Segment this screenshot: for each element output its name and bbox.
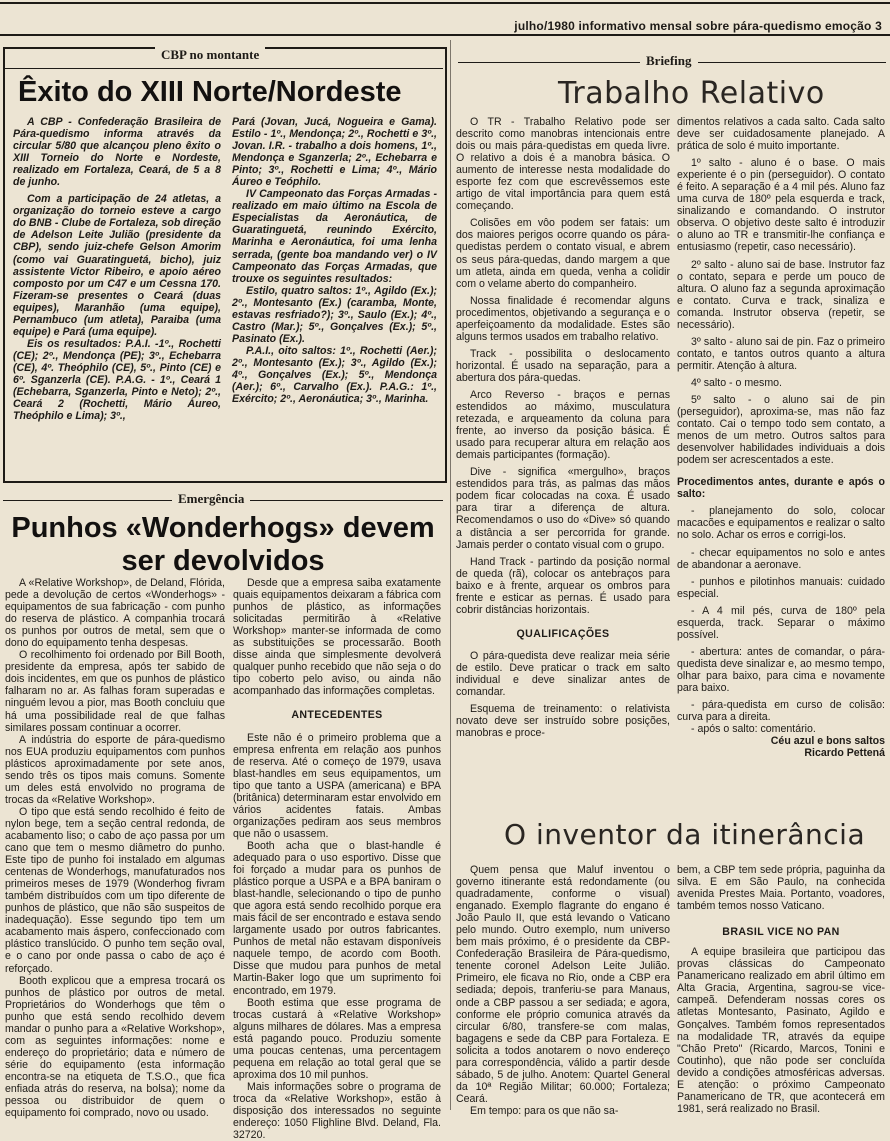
signature-line-1: Céu azul e bons saltos <box>770 735 885 748</box>
punhos-p3: A indústria do esporte de pára-quedismo nos EUA produziu equipamentos com punhos plásticos aproximadamente por sete anos, sendo três os tipos mais comuns. Somente um deles está envolvido no programa de trocas da «Relative Workshop». <box>5 733 225 806</box>
qualificacoes-p2: Esquema de treinamento: o relativista novato deve ser instruído sobre posições, manobras e proce- <box>456 703 670 740</box>
qualificacoes-heading: QUALIFICAÇÕES <box>516 627 610 640</box>
procedimento-2: - checar equipamentos no solo e antes de abandonar a aeronave. <box>677 546 885 571</box>
headline-exito: Êxito do XIII Norte/Nordeste <box>18 76 402 108</box>
salto-2: 2º salto - aluno sai de base. Instrutor faz o contato, separa e perde um pouco de altura. O aluno faz a segunda aproximação e contato. Curva e track, sinaliza e comanda. Instrutor observa (repetir, se necessário). <box>677 258 885 331</box>
inventor-p2: Em tempo: para os que não sa- <box>470 1104 619 1117</box>
antecedentes-p2: Booth acha que o blast-handle é adequado para o uso esportivo. Disse que foi forçado a mudar para os punhos de plástico porque a USPA e a BPA baniram o blast-handle, selecionando o tipo de punho que agora está sendo recolhido porque era mais fácil de ser encontrado e estava sendo largamente usado por outros fabricantes. Punhos de metal não estavam disponíveis naquele tempo, de acordo com Booth. Disse que mudou para punhos de metal Martin-Baker logo que um suprimento foi encontrado, em 1979. <box>233 839 441 997</box>
punhos-column-1 <box>5 577 225 1120</box>
punhos-column-2 <box>233 577 441 1141</box>
masthead-rule <box>0 34 890 36</box>
signature-line-2: Ricardo Pettená <box>804 747 885 760</box>
exito-column-1 <box>13 116 221 476</box>
salto-1: 1º salto - aluno é o base. O mais experiente é o pin (perseguidor). O contato é feito. A separação é a 4 mil pés. Aluno faz uma curva de 180º pela esquerda e track, sinalizando e comandando. O instrutor observa. O objetivo deste salto é introduzir o aluno ao TR e transmitir-lhe confiança e entusiasmo (repetir, caso necessário). <box>677 157 885 254</box>
trabalho-column-2 <box>677 116 885 806</box>
top-border-rule <box>0 2 890 4</box>
exito-p6: Estilo, quatro saltos: 1º., Agildo (Ex.); 2º., Montesanto (Ex.) (caramba, Monte, estavas resfriado?); 3º., Saulo (Ex.); 4º., Castro (Mar.); 5º., Gonçalves (Ex.); 5º., Pasinato (Ex.). <box>232 284 437 345</box>
exito-p5: IV Campeonato das Forças Armadas - realizado em maio último na Escola de Especialistas da Aeronáutica, de Guaratinguetá, reunindo Exército, Marinha e Aeronáutica, foi uma lenha serrada, (gente boa mandando ver) o IV Campeonato das Forças Armadas, que trouxe os seguintes resultados: <box>232 188 437 285</box>
exito-p3: Eis os resultados: P.A.I. -1º., Rochetti (CE); 2º., Mendonça (PE); 3º., Echebarra (CE), 4º. Theóphilo (CE), 5º., Pinto (CE) e 6º. Sganzerla (CE). P.A.G. - 1º., Ceará 1 (Echebarra, Sganzerla, Pinto e Neto); 2º., Ceará 2 (Rochetti, Mário Áureo, Theóphilo e Lima); 3º., <box>13 337 221 423</box>
cbp-label-rule <box>5 68 443 69</box>
salto-5: 5º salto - o aluno sai de pin (perseguidor), aproxima-se, mas não faz contato. Cai o tempo todo sem contato, a menos de um metro. Outros saltos para desenvolver habilidades individuais a dois podem ser acrescentados a este. <box>677 393 885 467</box>
qualificacoes-p1: O pára-quedista deve realizar meia série de estilo. Deve praticar o track em salto individual e deve sinalizar antes de comandar. <box>456 649 670 699</box>
brasil-p1: A equipe brasileira que participou das provas clássicas do Campeonato Panamericano realizado em abril último em Alta Gracia, Argentina, sagrou-se vice-campeã. Defenderam nossas cores os atletas Montesanto, Pasinato, Agildo e Gonçalves. Também fomos representados na modalidade TR, através da equipe "Chão Preto" (Ricardo, Marcos, Tonini e Coutinho), que não pode ser concluída devido a condições atmosféricas adversas. E atenção: o próximo Campeonato Panamericano de TR, que acontecerá em 1981, será realizado no Brasil. <box>677 946 885 1115</box>
trabalho-p6: Dive - significa «mergulho», braços estendidos para trás, as palmas das mãos podem ficar colocadas na coxa. É usado para tirar a diferença de altura. Recomendamos o uso do «Dive» só quando a distância a ser percorrida for grande. Jamais perder o contato visual com o grupo. <box>456 466 670 551</box>
punhos-p6: Desde que a empresa saiba exatamente quais equipamentos deixaram a fábrica com punhos de plástico, as informações solicitadas permitirão à «Relative Workshop» manter-se informada de como as substituições se processarão. Booth disse ainda que simplesmente devolverá qualquer punho recebido que não seja o do tipo coberto pelo aviso, ou ainda não acompanhado das informações completas. <box>233 577 441 698</box>
section-label-emergencia: Emergência <box>172 491 250 507</box>
procedimento-6: - pára-quedista em curso de colisão: curva para a direita. <box>677 699 885 724</box>
salto-3: 3º salto - aluno sai de pin. Faz o primeiro contato, e tantos outros quanto a altura permitir. Atenção à altura. <box>677 335 885 372</box>
exito-p7: P.A.I., oito saltos: 1º., Rochetti (Aer.); 2º., Montesanto (Ex.); 3º., Agildo (Ex.); 4º., Gonçalves (Ex.); 5º., Mendonça (Aer.); 6º., Carvalho (Ex.). P.A.G.: 1º., Exército; 2º., Aeronáutica; 3º., Marinha. <box>232 344 437 406</box>
punhos-p5: Booth explicou que a empresa trocará os punhos de plástico por outros de metal. Proprietários do Wonderhogs que têm o punho que está sendo recolhido devem mandar o punho para a «Relative Workshop», com as seguintes informações: nome e endereço do proprietário; data e número de série do equipamento (esta informação encontra-se na etiqueta de T.S.O., que fica enfiada atrás do reserva, na bolsa); nome da pessoa ou distribuidor de quem o equipamento foi comprado, novo ou usado. <box>5 974 225 1120</box>
inventor-p3: bem, a CBP tem sede própria, paguinha da silva. E em São Paulo, na conhecida avenida Prestes Maia. Portanto, voadores, também temos nosso Vaticano. <box>677 864 885 913</box>
trabalho-column-1 <box>456 116 670 806</box>
headline-punhos-1 <box>8 512 438 578</box>
procedimento-7: - após o salto: comentário. <box>691 723 816 736</box>
trabalho-p1: O TR - Trabalho Relativo pode ser descrito como manobras intencionais entre dois ou mais pára-quedistas em queda livre. O relativo a dois é a manobra básica. O aumento de interesse nesta modalidade do esporte fez com que escrevêssemos este artigo de vital importância para quem está começando. <box>456 116 670 213</box>
trabalho-p7: Hand Track - partindo da posição normal de queda (rã), colocar os antebraços para baixo e à frente, arquear os ombros para frente e esticar as pernas. É usado para cobrir distâncias horizontais. <box>456 555 670 616</box>
column-divider <box>450 40 451 1110</box>
trabalho-p3: Nossa finalidade é recomendar alguns procedimentos, objetivando a segurança e o aperfeiçoamento da modalidade. Estes são alguns termos usados em trabalho relativo. <box>456 294 670 343</box>
trabalho-p2: Colisões em vôo podem ser fatais: um dos maiores perigos ocorre quando os pára-quedistas perdem o contato visual, e abrem os seus pára-quedas, dando margem a que um atleta, ainda em queda, venha a colidir com o velame aberto do companheiro. <box>456 217 670 290</box>
trabalho-p8: dimentos relativos a cada salto. Cada salto deve ser cuidadosamente planejado. A prática de solo é muito importante. <box>677 116 885 153</box>
section-label-briefing: Briefing <box>640 53 698 69</box>
exito-p4: Pará (Jovan, Jucá, Nogueira e Gama). Estilo - 1º., Mendonça; 2º., Rochetti e 3º., Jovan. I.R. - trabalho a dois homens, 1º., Mendonça e Sganzerla; 2º., Echebarra e Pinto; 3º., Rochetti e Lima; 4º., Mário Áureo e Teóphilo. <box>232 116 437 189</box>
antecedentes-heading: ANTECEDENTES <box>291 709 383 722</box>
trabalho-p4: Track - possibilita o deslocamento horizontal. É usado na separação, para a abertura dos pára-quedas. <box>456 347 670 384</box>
masthead: julho/1980 informativo mensal sobre pára-quedismo emoção 3 <box>514 19 882 33</box>
procedimento-1: - planejamento do solo, colocar macacões e equipamentos e realizar o salto no solo. Achar os erros e corrigi-los. <box>677 505 885 542</box>
procedimentos-heading: Procedimentos antes, durante e após o salto: <box>677 476 885 501</box>
exito-p1: A CBP - Confederação Brasileira de Pára-quedismo informa através da circular 5/80 que alcançou pleno êxito o XIII Torneio do Norte e Nordeste, realizado em Fortaleza, Ceará, de 5 a 8 de junho. <box>13 116 221 189</box>
salto-4: 4º salto - o mesmo. <box>691 376 783 389</box>
exito-p2: Com a participação de 24 atletas, a organização do torneio esteve a cargo do BNB - Clube de Fortaleza, sob direção de Adelson Leite Julião (presidente da CBP), sendo juiz-chefe Gelson Amorim (como vai Guaratinguetá, bicho), juiz assistente Victor Ribeiro, e apoio aéreo composto por um C47 e um Cessna 170. Fizeram-se presentes o Ceará (duas equipes), Maranhão (uma equipe), Pernambuco (um atleta), Paraiba (uma equipe) e Pará (uma equipe). <box>13 193 221 338</box>
headline-inventor: O inventor da itinerância <box>504 818 866 851</box>
punhos-p4: O tipo que está sendo recolhido é feito de nylon bege, tem a seção central redonda, de acabamento liso; o cabo de aço passa por um cano que tem o mesmo diâmetro do punho. Este tipo de punho foi instalado em algumas centenas de Wonderhogs, manufaturados nos primeiros meses de 1979 (Wonderhog fivram também distribuídos com um tipo diferente de punhos de plástico, que não são suspeitos de inadequação). Esse segundo tipo tem um acabamento mais áspero, confeccionado com plástico translúcido. O punho tem seção oval, e o cano por onde passa o cabo de aço é reforçado. <box>5 805 225 975</box>
antecedentes-p3: Booth estima que esse programa de trocas custará à «Relative Workshop» alguns milhares de dólares. Mas a empresa está pagando pouco. Produziu somente uma poucas centenas, uma percentagem pequena em relação ao total geral que se aproxima dos 10 mil punhos. <box>233 996 441 1081</box>
antecedentes-p4: Mais informações sobre o programa de troca da «Relative Workshop», estão à disposição dos interessados no seguinte endereço: 1050 Flighline Blvd. Deland, Fla. 32720. <box>233 1080 441 1141</box>
section-label-cbp: CBP no montante <box>155 47 265 63</box>
trabalho-p5: Arco Reverso - braços e pernas estendidos ao máximo, musculatura retezada, e arqueamento da coluna para frente, ao inverso da posição básica. É usado para recuperar altura em relação aos demais participantes (formação). <box>456 388 670 462</box>
brasil-heading: BRASIL VICE NO PAN <box>722 926 840 939</box>
inventor-p1: Quem pensa que Maluf inventou o governo itinerante está redondamente (ou quadradamente, conforme o visual) enganado. Exemplo flagrante do engano é João Paulo II, que está levando o Vaticano pelo mundo. Outro exemplo, num universo bem mais próximo, é o presidente da CBP-Confederação Brasileira de Pára-quedismo, tenente coronel Adelson Leite Julião. Primeiro, ele ficava no Rio, onde a CBP era sediada; depois, tranferiu-se para Manaus, onde a CBP passou a ser sediada; e agora, conforme ele próprio comunica através da circular 6/80, transfere-se com malas, bagagens e sede da CBP para Fortaleza. E solicita a todos anotarem o novo endereço para correspondência, válido a partir desde sábado, 5 de julho. Anotem: Quartel General da 10ª Região Militar; 60.000; Fortaleza; Ceará. <box>456 864 670 1105</box>
procedimento-3: - punhos e pilotinhos manuais: cuidado especial. <box>677 575 885 600</box>
headline-trabalho: Trabalho Relativo <box>558 76 825 111</box>
antecedentes-p1: Este não é o primeiro problema que a empresa enfrenta em relação aos punhos de reserva. Até o começo de 1979, usava blast-handles em seus equipamentos, um tipo que tanto a USPA (americana) e BPA (britânica) determinaram estar envolvido em vários acidentes fatais. Ambas organizações pediram aos seus membros que não o usassem. <box>233 731 441 840</box>
punhos-p2: O recolhimento foi ordenado por Bill Booth, presidente da empresa, após ter sabido de dois incidentes, em que os punhos de plástico falharam no ar. As falhas foram superadas e ninguém levou a pior, mas Booth concluiu que há uma possibilidade real de que falhas similares possam continuar a ocorrer. <box>5 649 225 734</box>
inventor-column-2 <box>677 864 885 1115</box>
inventor-column-1 <box>456 864 670 1117</box>
punhos-p1: A «Relative Workshop», de Deland, Flórida, pede a devolução de certos «Wonderhogs» - equipamentos de sua fabricação - com punho do reserva de plástico. A companhia trocará os punhos por outros de metal, sem que o dono do equipamento tenha despesas. <box>5 577 225 650</box>
procedimento-4: - A 4 mil pés, curva de 180º pela esquerda, track. Separar o máximo possível. <box>677 604 885 641</box>
headline-punhos: Punhos «Wonderhogs» devem ser devolvidos <box>11 512 435 577</box>
procedimento-5: - abertura: antes de comandar, o pára-quedista deve sinalizar e, ao mesmo tempo, olhar para baixo, para cima e novamente para baixo. <box>677 645 885 694</box>
exito-column-2 <box>232 116 437 476</box>
